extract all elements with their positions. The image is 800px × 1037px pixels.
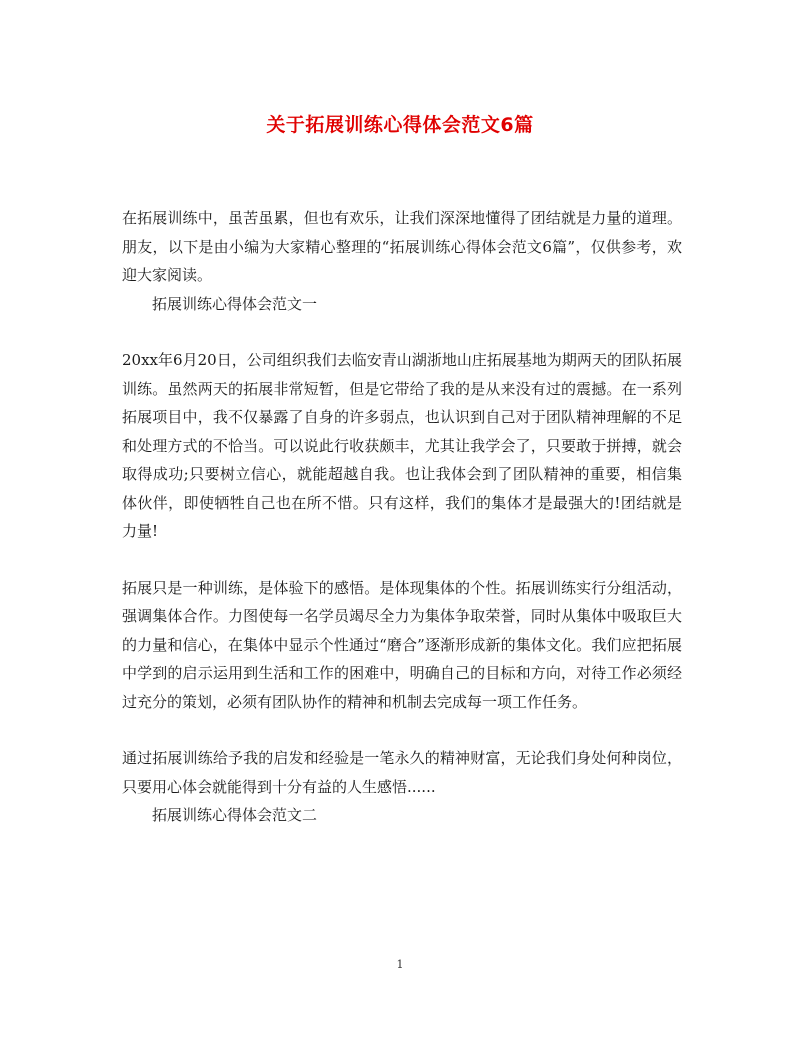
body-paragraph-3: 通过拓展训练给予我的启发和经验是一笔永久的精神财富，无论我们身处何种岗位，只要用心体会就能得到十分有益的人生感悟...... — [122, 749, 682, 796]
section-heading-2: 拓展训练心得体会范文二 — [152, 806, 318, 824]
section-heading-1: 拓展训练心得体会范文一 — [152, 294, 318, 313]
intro-paragraph: 在拓展训练中，虽苦虽累，但也有欢乐，让我们深深地懂得了团结就是力量的道理。朋友，以下是由小编为大家精心整理的“拓展训练心得体会范文6篇”，仅供参考，欢迎大家阅读。 — [122, 209, 682, 284]
body-paragraph-1: 20xx年6月20日，公司组织我们去临安青山湖浙地山庄拓展基地为期两天的团队拓展训练。虽然两天的拓展非常短暂，但是它带给了我的是从来没有过的震撼。在一系列拓展项目中，我不仅暴露了自身的许多弱点，也认识到自己对于团队精神理解的不足和处理方式的不恰当。可以说此行收获颇丰，尤其让我学会了，只要敢于拼搏，就会取得成功;只要树立信心，就能超越自我。也让我体会到了团队精神的重要，相信集体伙伴，即使牺牲自己也在所不惜。只有这样，我们的集体才是最强大的!团结就是力量! — [122, 351, 682, 540]
document-title: 关于拓展训练心得体会范文6篇 — [266, 114, 534, 136]
document-body — [122, 204, 682, 830]
body-paragraph-2: 拓展只是一种训练，是体验下的感悟。是体现集体的个性。拓展训练实行分组活动，强调集体合作。力图使每一名学员竭尽全力为集体争取荣誉，同时从集体中吸取巨大的力量和信心，在集体中显示个性通过“磨合”逐渐形成新的集体文化。我们应把拓展中学到的启示运用到生活和工作的困难中，明确自己的目标和方向，对待工作必须经过充分的策划，必须有团队协作的精神和机制去完成每一项工作任务。 — [122, 578, 682, 711]
page-number: 1 — [396, 958, 404, 971]
